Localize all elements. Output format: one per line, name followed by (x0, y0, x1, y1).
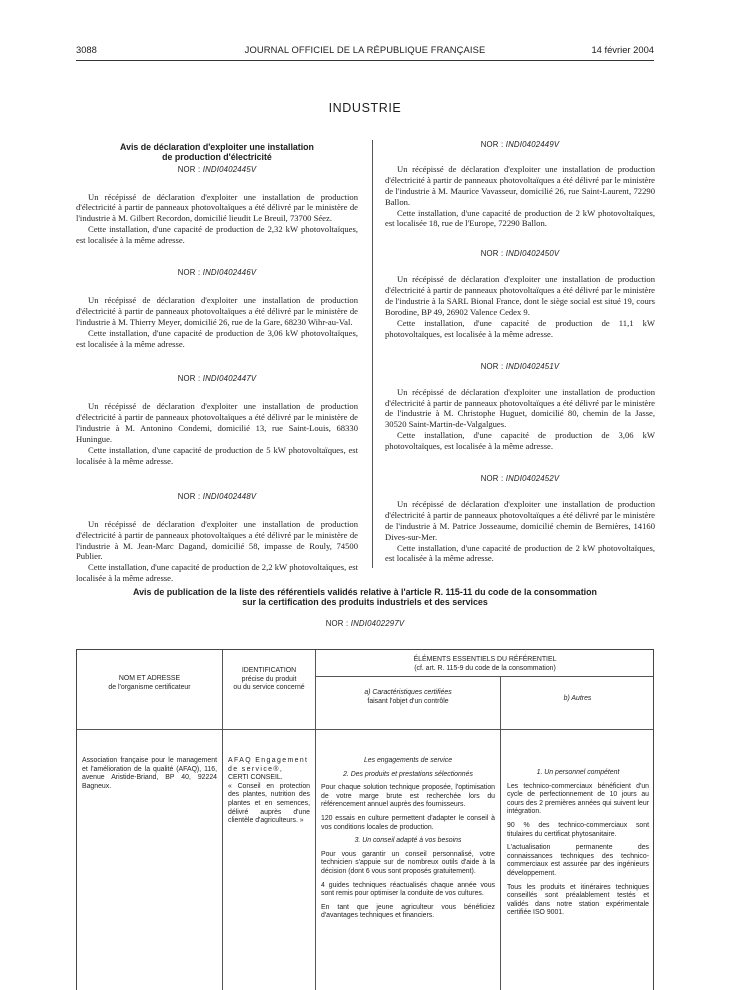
column-header-organisme: NOM ET ADRESSE de l'organisme certificateur (108, 675, 191, 691)
notice: Un récépissé de déclaration d'exploiter une installation de production d'électricité à partir de panneaux photovoltaïques a été délivré par le ministère de l'industrie à M. Thierry Meyer, domicilié 26, rue de la Gare, 68230 Wihr-au-Val. Cette installation, d'une capacité de production de 3,06 kW photovoltaïques, est localisée à la même adresse. (76, 294, 358, 349)
table-cell-identification: AFAQ Engagement de service®, CERTI CONSEIL. « Conseil en protection des plantes, nutrition des plantes et en semences, délivré auprès d'une clientèle d'agriculteurs. » (228, 757, 310, 825)
column-header-autres: b) Autres (563, 695, 592, 702)
avis-publication-title: Avis de publication de la liste des référentiels validés relative à l'article R. 115-11 du code de la consommation sur la certification des produits industriels et des services (133, 587, 597, 607)
column-header-identification: IDENTIFICATION précise du produit ou du service concerné (233, 667, 305, 692)
table-header-rule (77, 729, 653, 730)
section-title: INDUSTRIE (328, 101, 402, 115)
right-column (385, 140, 655, 582)
notice: Un récépissé de déclaration d'exploiter une installation de production d'électricité à partir de panneaux photovoltaïques a été délivré par le ministère de l'industrie à M. Patrice Josseaume, domicilié chemin de Bernières, 14160 Dives-sur-Mer. Cette installation, d'une capacité de production de 2 kW photovoltaïques, est localisée à la même adresse. (385, 498, 655, 564)
nor-reference: NOR : INDI0402451V (480, 361, 560, 371)
notice: Un récépissé de déclaration d'exploiter une installation de production d'électricité à partir de panneaux photovoltaïques a été délivré par le ministère de l'industrie à M. Gilbert Recordon, domicilié lieudit Le Breuil, 73700 Séez. Cette installation, d'une capacité de production de 2,32 kW photovoltaïques, est localisée à la même adresse. (76, 191, 358, 246)
nor-reference: NOR : INDI0402450V (480, 249, 560, 259)
nor-reference: NOR : INDI0402449V (480, 140, 560, 149)
running-header (76, 44, 654, 58)
notice: Un récépissé de déclaration d'exploiter une installation de production d'électricité à partir de panneaux photovoltaïques a été délivré par le ministère de l'industrie à M. Antonino Condemi, domicilié 13, rue Saint-Louis, 68330 Huningue. Cette installation, d'une capacité de production de 5 kW photovoltaïques, est localisée à la même adresse. (76, 401, 358, 466)
table-divider (500, 676, 501, 990)
column-divider (372, 140, 373, 568)
journal-title: JOURNAL OFFICIEL DE LA RÉPUBLIQUE FRANÇAISE (244, 44, 486, 55)
header-rule (76, 60, 654, 61)
table-divider (315, 676, 653, 677)
table-cell-caracteristiques: Les engagements de service 2. Des produits et prestations sélectionnés Pour chaque solution technique proposée, l'optimisation de votre marge brute est recherchée lors du référencement annuel auprès des fournisseurs. 120 essais en culture permettent d'adapter le conseil à vos conditions locales de production. 3. Un conseil adapté à vos besoins Pour vous garantir un conseil personnalisé, votre technicien s'appuie sur de nombreux outils d'aide à la décision (dont 6 vous sont proposés gratuitement). 4 guides techniques réactualisés chaque année vous sont remis pour optimiser la conduite de vos cultures. En tant que jeune agriculteur vous bénéficiez d'avantages techniques et financiers. (321, 757, 495, 920)
notice: Un récépissé de déclaration d'exploiter une installation de production d'électricité à partir de panneaux photovoltaïques a été délivré par le ministère de l'industrie à M. Maurice Vavasseur, domicilié 26, rue Saint-Laurent, 72290 Ballon. Cette installation, d'une capacité de production de 2 kW photovoltaïques, est localisée 18, rue de l'Europe, 72290 Ballon. (385, 163, 655, 229)
nor-reference: NOR : INDI0402452V (480, 474, 560, 484)
column-header-elements: ÉLÉMENTS ESSENTIELS DU RÉFÉRENTIEL (cf. art. R. 115-9 du code de la consommation) (413, 656, 557, 672)
table-cell-organisme: Association française pour le management et l'amélioration de la qualité (AFAQ), 116, avenue Aristide-Briand, BP 40, 92224 Bagneux. (82, 757, 217, 790)
nor-reference: NOR : INDI0402297V (325, 619, 405, 628)
table-cell-autres: 1. Un personnel compétent Les technico-commerciaux bénéficient d'un cycle de perfectionnement de 10 jours au cours des 2 premières années qui suivent leur intégration. 90 % des technico-commerciaux sont titulaires du certificat phytosanitaire. L'actualisation permanente des connaissances techniques des technico-commerciaux est assurée par des ingénieurs développement. Tous les produits et itinéraires techniques conseillés sont préalablement testés et validés dans notre station expérimentale certifiée ISO 9001. (507, 769, 649, 917)
nor-reference: NOR : INDI0402446V (177, 268, 257, 278)
left-column (76, 140, 358, 602)
referentiels-table (76, 649, 654, 990)
nor-reference: NOR : INDI0402447V (177, 374, 257, 384)
nor-reference: NOR : INDI0402448V (177, 491, 257, 501)
notice: Un récépissé de déclaration d'exploiter une installation de production d'électricité à partir de panneaux photovoltaïques a été délivré par le ministère de l'industrie à M. Christophe Huguet, domicilié 80, chemin de la Jasse, 30520 Saint-Martin-de-Valgalgues. Cette installation, d'une capacité de production de 3,06 kW photovoltaïques, est localisée à la même adresse. (385, 386, 655, 452)
issue-date: 14 février 2004 (591, 44, 654, 55)
table-divider (222, 650, 223, 990)
notice: Un récépissé de déclaration d'exploiter une installation de production d'électricité à partir de panneaux photovoltaïques a été délivré par le ministère de l'industrie à M. Jean-Marc Dagand, domicilié 58, impasse de Rouly, 74500 Publier. Cette installation, d'une capacité de production de 2,2 kW photovoltaïques, est localisée à la même adresse. (76, 518, 358, 584)
avis-title: Avis de déclaration d'exploiter une installation de production d'électricité (120, 142, 314, 162)
nor-reference: NOR : INDI0402445V (177, 164, 257, 174)
notice: Un récépissé de déclaration d'exploiter une installation de production d'électricité à partir de panneaux photovoltaïques a été délivré par le ministère de l'industrie à la SARL Bional France, dont le siège social est situé 19, cours Borodine, BP 49, 26902 Valence Cedex 9. Cette installation, d'une capacité de production de 11,1 kW photovoltaïques, est localisée à la même adresse. (385, 274, 655, 339)
page-number: 3088 (76, 44, 97, 55)
column-header-caracteristiques: a) Caractéristiques certifiées faisant l'objet d'un contrôle (364, 689, 452, 705)
